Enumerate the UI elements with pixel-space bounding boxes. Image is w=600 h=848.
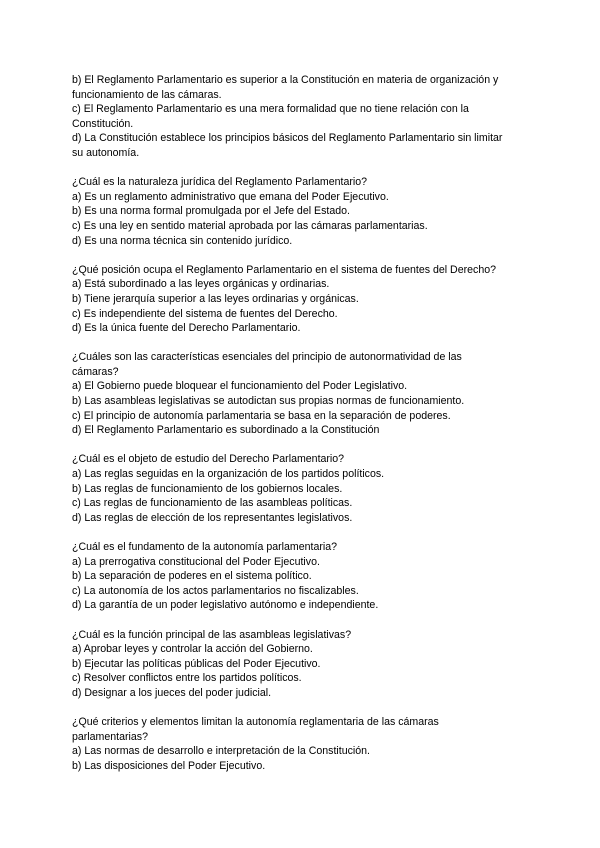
option-text: a) Es un reglamento administrativo que emana del Poder Ejecutivo. (72, 190, 389, 203)
option-text: b) Las reglas de funcionamiento de los gobiernos locales. (72, 482, 343, 495)
option-text: c) Es una ley en sentido material aprobada por las cámaras parlamentarias. (72, 219, 428, 232)
option-text: d) La garantía de un poder legislativo autónomo e independiente. (72, 599, 379, 612)
question-block (72, 350, 542, 438)
intro-line: su autonomía. (72, 146, 140, 159)
option-text: c) Las reglas de funcionamiento de las asambleas políticas. (72, 497, 353, 510)
option-text: c) Resolver conflictos entre los partidos políticos. (72, 672, 302, 685)
option-text: b) Las asambleas legislativas se autodictan sus propias normas de funcionamiento. (72, 395, 465, 408)
intro-line: c) El Reglamento Parlamentario es una mera formalidad que no tiene relación con la (72, 103, 469, 116)
question-text: ¿Qué posición ocupa el Reglamento Parlamentario en el sistema de fuentes del Derecho? (72, 263, 496, 276)
option-text: d) Es la única fuente del Derecho Parlamentario. (72, 322, 301, 335)
option-text: b) La separación de poderes en el sistema político. (72, 570, 312, 583)
question-text: cámaras? (72, 365, 119, 378)
question-block (72, 540, 542, 613)
intro-block (72, 73, 542, 161)
option-text: c) El principio de autonomía parlamentaria se basa en la separación de poderes. (72, 409, 451, 422)
option-text: a) Las normas de desarrollo e interpretación de la Constitución. (72, 745, 370, 758)
option-text: a) Aprobar leyes y controlar la acción del Gobierno. (72, 643, 313, 656)
option-text: b) Es una norma formal promulgada por el Jefe del Estado. (72, 205, 350, 218)
intro-line: d) La Constitución establece los principios básicos del Reglamento Parlamentario sin limitar (72, 132, 503, 145)
intro-line: b) El Reglamento Parlamentario es superior a la Constitución en materia de organización y (72, 74, 499, 86)
option-text: a) Las reglas seguidas en la organización de los partidos políticos. (72, 468, 385, 481)
option-text: d) El Reglamento Parlamentario es subordinado a la Constitución (72, 424, 380, 437)
option-text: b) Ejecutar las políticas públicas del Poder Ejecutivo. (72, 657, 321, 670)
option-text: a) El Gobierno puede bloquear el funcionamiento del Poder Legislativo. (72, 380, 408, 393)
question-block (72, 628, 542, 701)
question-text: ¿Cuál es la función principal de las asambleas legislativas? (72, 628, 352, 641)
option-text: b) Tiene jerarquía superior a las leyes ordinarias y orgánicas. (72, 292, 359, 305)
question-block (72, 452, 542, 525)
question-text: ¿Cuál es el fundamento de la autonomía parlamentaria? (72, 541, 338, 553)
question-text: ¿Cuál es el objeto de estudio del Derecho Parlamentario? (72, 453, 345, 466)
option-text: c) Es independiente del sistema de fuentes del Derecho. (72, 307, 338, 320)
option-text: a) La prerrogativa constitucional del Poder Ejecutivo. (72, 555, 320, 568)
option-text: b) Las disposiciones del Poder Ejecutivo. (72, 759, 266, 772)
option-text: c) La autonomía de los actos parlamentarios no fiscalizables. (72, 584, 359, 597)
document-page (72, 73, 542, 774)
question-text: ¿Cuáles son las características esenciales del principio de autonormatividad de las (72, 351, 462, 364)
question-block (72, 715, 542, 773)
question-text: ¿Cuál es la naturaleza jurídica del Reglamento Parlamentario? (72, 176, 368, 189)
question-text: parlamentarias? (72, 730, 148, 743)
option-text: d) Designar a los jueces del poder judicial. (72, 686, 272, 699)
option-text: d) Es una norma técnica sin contenido jurídico. (72, 234, 293, 247)
question-block (72, 263, 542, 336)
question-text: ¿Qué criterios y elementos limitan la autonomía reglamentaria de las cámaras (72, 716, 439, 729)
option-text: d) Las reglas de elección de los representantes legislativos. (72, 511, 353, 524)
option-text: a) Está subordinado a las leyes orgánicas y ordinarias. (72, 278, 330, 291)
intro-line: Constitución. (72, 117, 134, 130)
intro-line: funcionamiento de las cámaras. (72, 88, 222, 101)
question-block (72, 175, 542, 248)
